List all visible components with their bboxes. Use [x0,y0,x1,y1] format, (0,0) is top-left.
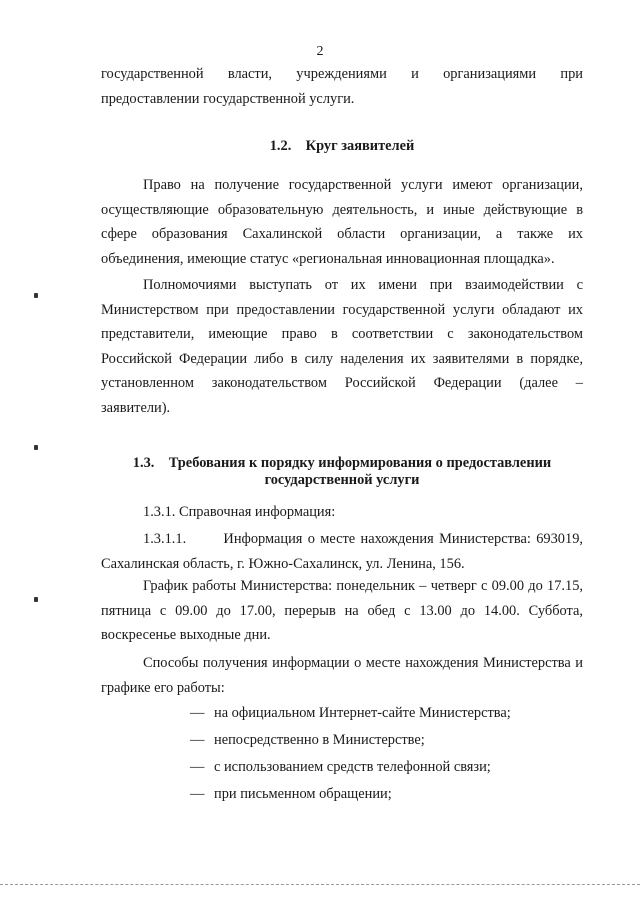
text-line: установленном законодательством Российской Федерации (далее – [101,375,583,391]
list-item [190,727,590,754]
text-line: Полномочиями выступать от их имени при взаимодействии с [143,277,583,293]
list-item-text: с использованием средств телефонной связи; [214,759,491,775]
dash-bullet: — [190,786,205,802]
list-item-text: на официальном Интернет-сайте Министерства; [214,705,511,721]
intro-paragraph [101,62,583,111]
scan-speck [34,293,38,298]
dash-bullet: — [190,705,205,721]
text-line: Российской Федерации либо в силу наделения их заявителями в порядке, [101,350,583,367]
list-item-text: непосредственно в Министерстве; [214,732,425,748]
dash-bullet: — [190,759,205,775]
text-line: Способы получения информации о месте нахождения Министерства и [143,655,583,671]
scan-speck [34,445,38,450]
text-line: Сахалинская область, г. Южно-Сахалинск, ул. Ленина, 156. [101,555,465,572]
dash-bullet: — [190,732,205,748]
section-1-2-paragraph-2 [101,273,583,420]
text-line: Право на получение государственной услуги имеют организации, [143,177,583,193]
list-item [190,754,590,781]
text-line: 1.3.1.1. Информация о месте нахождения Министерства: 693019, [143,531,583,547]
text-line: сфере образования Сахалинской области организации, а также их [101,226,583,242]
heading-line-1: 1.3. Требования к порядку информирования о предоставлении [132,455,552,471]
text-line: Министерством при предоставлении государственной услуги обладают их [101,301,583,318]
text-line: представители, имеющие право в соответствии с законодательством [101,326,583,342]
section-heading-1-2: 1.2. Круг заявителей [269,138,415,154]
page-number: 2 [316,44,324,59]
text-line: графике его работы: [101,679,225,696]
intro-line-1: государственной власти, учреждениями и организациями при [101,66,583,82]
section-1-2-paragraph-1 [101,173,583,271]
text-line: воскресенье выходные дни. [101,627,271,643]
text-line: пятница с 09.00 до 17.00, перерыв на обед с 13.00 до 14.00. Суббота, [101,602,583,619]
scan-speck [34,597,38,602]
text-line: объединения, имеющие статус «региональная инновационная площадка». [101,250,555,267]
list-item [190,781,590,808]
section-heading-1-3 [101,455,583,489]
heading-line-2: государственной услуги [264,472,420,488]
list-item [190,700,590,727]
schedule-paragraph [101,574,583,648]
text-line: 1.3.1. Справочная информация: [143,504,336,520]
intro-line-2: предоставлении государственной услуги. [101,90,355,107]
methods-paragraph [101,651,583,700]
info-methods-list [190,700,590,808]
text-line: заявители). [101,399,171,416]
address-paragraph [101,527,583,576]
list-item-text: при письменном обращении; [214,786,392,802]
section-1-3-1-paragraph [101,500,583,525]
text-line: осуществляющие образовательную деятельность, и иные действующие в [101,201,583,218]
page-bottom-edge [0,884,640,885]
text-line: График работы Министерства: понедельник – четверг с 09.00 до 17.15, [143,578,583,594]
